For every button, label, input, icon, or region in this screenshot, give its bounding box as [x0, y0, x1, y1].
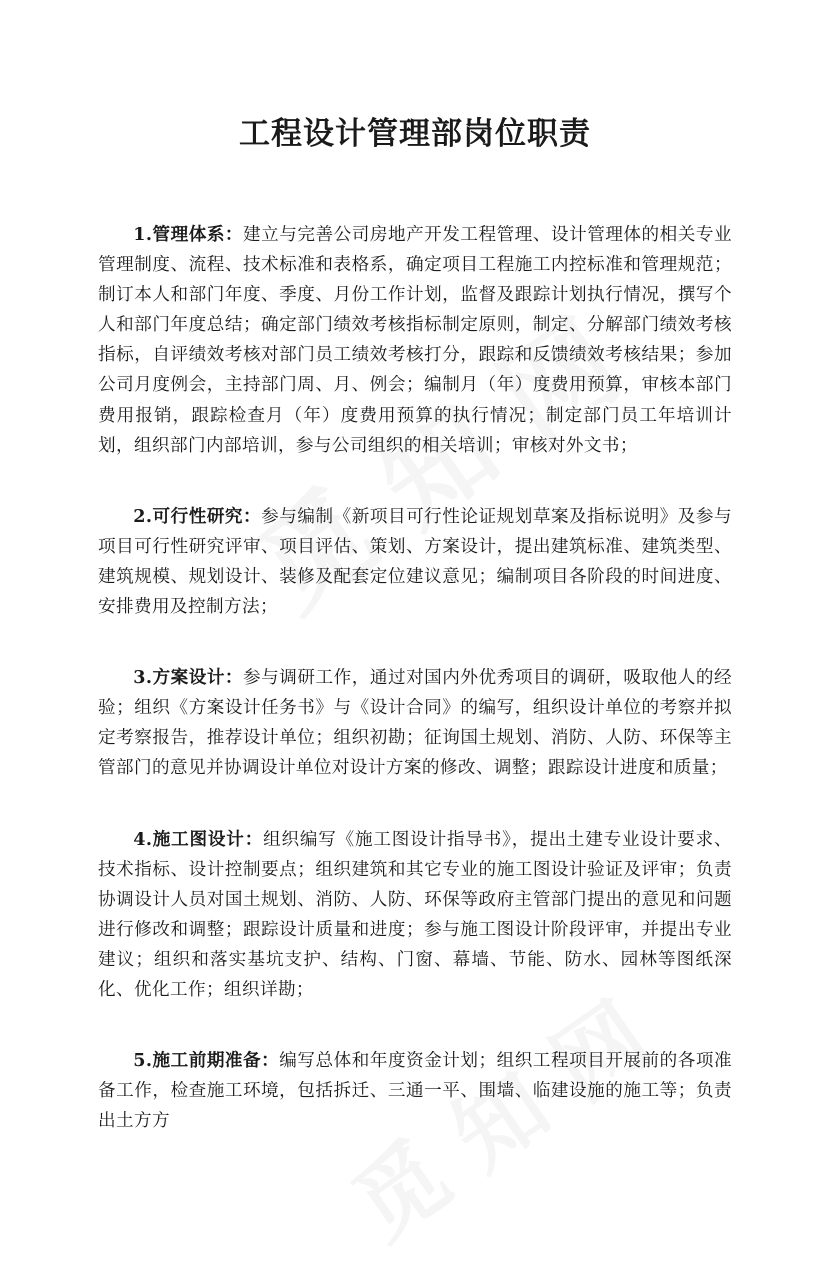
section-text: 组织编写《施工图设计指导书》，提出土建专业设计要求、技术指标、设计控制要点；组织建筑和其它专业的施工图设计验证及评审；负责协调设计人员对国土规划、消防、人防、环保等政府主管部门提出的意见和问题进行修改和调整；跟踪设计质量和进度；参与施工图设计阶段评审，并提出专业建议；组织和落实基坑支护、结构、门窗、幕墙、节能、防水、园林等图纸深化、优化工作；组织详勘；	[98, 829, 732, 1000]
section-pre-construction-preparation	[98, 1046, 732, 1136]
document-body	[98, 220, 732, 1177]
section-label: 5.施工前期准备：	[133, 1050, 280, 1072]
section-label: 3.方案设计：	[133, 667, 244, 689]
section-label: 4.施工图设计：	[133, 828, 264, 850]
section-scheme-design	[98, 663, 732, 783]
document-title: 工程设计管理部岗位职责	[239, 116, 591, 152]
section-text: 参与编制《新项目可行性论证规划草案及指标说明》及参与项目可行性研究评审、项目评估、策划、方案设计，提出建筑标准、建筑类型、建筑规模、规划设计、装修及配套定位建议意见；编制项目各阶段的时间进度、安排费用及控制方法；	[98, 506, 732, 618]
section-construction-drawing-design	[98, 825, 732, 1006]
section-text: 编写总体和年度资金计划；组织工程项目开展前的各项准备工作，检查施工环境，包括拆迁、三通一平、围墙、临建设施的施工等；负责出土方方	[98, 1051, 732, 1132]
section-management-system	[98, 220, 732, 461]
section-label: 2.可行性研究：	[133, 505, 262, 527]
section-text: 参与调研工作，通过对国内外优秀项目的调研，吸取他人的经验；组织《方案设计任务书》与《设计合同》的编写，组织设计单位的考察并拟定考察报告，推荐设计单位；组织初勘；征询国土规划、消防、人防、环保等主管部门的意见并协调设计单位对设计方案的修改、调整；跟踪设计进度和质量；	[98, 668, 732, 779]
section-label: 1.管理体系：	[133, 224, 244, 245]
section-text: 建立与完善公司房地产开发工程管理、设计管理体的相关专业管理制度、流程、技术标准和表格系，确定项目工程施工内控标准和管理规范；制订本人和部门年度、季度、月份工作计划，监督及跟踪计划执行情况，撰写个人和部门年度总结；确定部门绩效考核指标制定原则，制定、分解部门绩效考核指标，自评绩效考核对部门员工绩效考核打分，跟踪和反馈绩效考核结果；参加公司月度例会，主持部门周、月、例会；编制月（年）度费用预算，审核本部门费用报销，跟踪检查月（年）度费用预算的执行情况；制定部门员工年培训计划，组织部门内部培训，参与公司组织的相关培训；审核对外文书；	[98, 225, 732, 456]
section-feasibility-study	[98, 502, 732, 622]
